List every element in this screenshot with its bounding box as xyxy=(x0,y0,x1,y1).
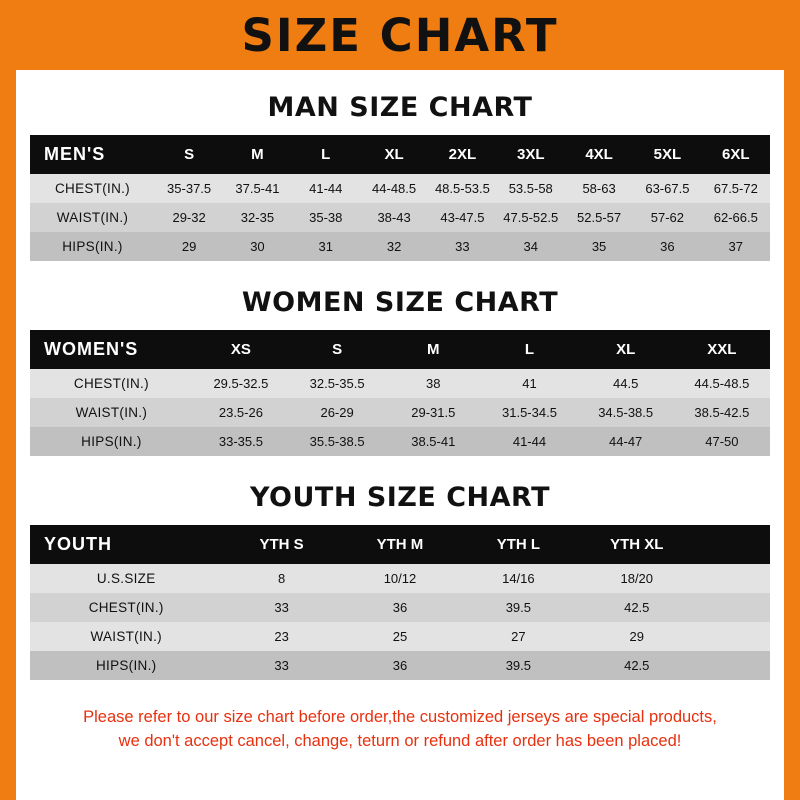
cell-spacer xyxy=(696,651,770,680)
footer-note xyxy=(30,706,770,754)
youth-chest-label: CHEST(IN.) xyxy=(88,600,164,615)
men-header-6xl: 6XL xyxy=(722,146,750,163)
table-row xyxy=(30,622,770,651)
men-header-s: S xyxy=(184,146,195,163)
men-size-table xyxy=(30,135,770,261)
cell: 48.5-53.5 xyxy=(434,181,490,196)
cell: 43-47.5 xyxy=(440,210,485,225)
table-header-row xyxy=(30,330,770,369)
cell: 33 xyxy=(274,600,289,615)
cell: 47-50 xyxy=(705,434,739,449)
table-row xyxy=(30,564,770,593)
table-row xyxy=(30,398,770,427)
women-header-xs: XS xyxy=(230,341,251,358)
cell: 41-44 xyxy=(512,434,547,449)
table-header-row xyxy=(30,525,770,564)
men-chest-label: CHEST(IN.) xyxy=(54,181,130,196)
cell: 29.5-32.5 xyxy=(213,376,269,391)
cell: 32-35 xyxy=(240,210,275,225)
cell: 32.5-35.5 xyxy=(309,376,365,391)
cell-spacer xyxy=(696,622,770,651)
women-waist-label: WAIST(IN.) xyxy=(75,405,148,420)
women-header-label: WOMEN'S xyxy=(44,339,139,359)
cell: 35 xyxy=(591,239,607,254)
cell: 29-32 xyxy=(172,210,206,225)
women-header-s: S xyxy=(332,341,343,358)
cell-spacer xyxy=(696,593,770,622)
cell: 41-44 xyxy=(309,181,343,196)
cell: 41 xyxy=(522,376,537,391)
women-size-table xyxy=(30,330,770,456)
youth-section-title: YOUTH SIZE CHART xyxy=(249,482,551,513)
cell: 38.5-42.5 xyxy=(694,405,750,420)
table-row xyxy=(30,593,770,622)
cell: 23 xyxy=(274,629,289,644)
cell: 38 xyxy=(426,376,441,391)
cell: 33 xyxy=(274,658,289,673)
content xyxy=(16,92,784,754)
table-row xyxy=(30,427,770,456)
cell: 44-48.5 xyxy=(372,181,417,196)
cell: 57-62 xyxy=(650,210,685,225)
men-header-4xl: 4XL xyxy=(585,146,613,163)
cell: 18/20 xyxy=(620,571,654,586)
cell: 8 xyxy=(277,571,286,586)
cell: 44.5 xyxy=(613,376,639,391)
men-waist-label: WAIST(IN.) xyxy=(56,210,129,225)
youth-ussize-label: U.S.SIZE xyxy=(96,571,156,586)
men-header-5xl: 5XL xyxy=(653,146,682,163)
cell: 63-67.5 xyxy=(645,181,690,196)
cell: 52.5-57 xyxy=(577,210,622,225)
women-header-l: L xyxy=(524,341,535,358)
youth-header-s: YTH S xyxy=(259,536,304,553)
cell: 29-31.5 xyxy=(411,405,456,420)
cell: 47.5-52.5 xyxy=(503,210,559,225)
cell: 10/12 xyxy=(383,571,417,586)
cell: 37 xyxy=(728,239,744,254)
youth-header-xl: YTH XL xyxy=(610,536,664,553)
cell: 39.5 xyxy=(505,658,532,673)
cell: 38.5-41 xyxy=(411,434,456,449)
women-hips-label: HIPS(IN.) xyxy=(81,434,142,449)
youth-header-m: YTH M xyxy=(376,536,424,553)
women-header-m: M xyxy=(427,341,440,358)
cell: 42.5 xyxy=(624,658,650,673)
youth-waist-label: WAIST(IN.) xyxy=(90,629,162,644)
cell: 25 xyxy=(392,629,408,644)
men-header-label: MEN'S xyxy=(44,144,106,164)
men-section-title: MAN SIZE CHART xyxy=(267,92,533,123)
table-header-row xyxy=(30,135,770,174)
cell: 35.5-38.5 xyxy=(309,434,365,449)
women-header-xxl: XXL xyxy=(707,341,737,358)
youth-header-l: YTH L xyxy=(496,536,541,553)
cell: 33 xyxy=(455,239,470,254)
cell: 38-43 xyxy=(377,210,411,225)
cell: 42.5 xyxy=(624,600,650,615)
cell: 14/16 xyxy=(502,571,535,586)
cell: 32 xyxy=(386,239,402,254)
cell: 35-37.5 xyxy=(167,181,212,196)
women-header-xl: XL xyxy=(616,341,636,358)
cell: 31.5-34.5 xyxy=(502,405,557,420)
men-header-l: L xyxy=(321,146,331,163)
cell: 23.5-26 xyxy=(218,405,263,420)
youth-size-table xyxy=(30,525,770,680)
table-row xyxy=(30,174,770,203)
footer-note-line2: we don't accept cancel, change, teturn or refund after order has been placed! xyxy=(118,731,682,750)
cell: 27 xyxy=(511,629,526,644)
cell: 35-38 xyxy=(309,210,343,225)
men-header-2xl: 2XL xyxy=(448,146,477,163)
men-header-m: M xyxy=(251,146,264,163)
cell: 36 xyxy=(392,600,408,615)
footer-note-line1: Please refer to our size chart before order,the customized jerseys are special products, xyxy=(83,708,717,726)
youth-header-label: YOUTH xyxy=(44,534,112,554)
cell: 33-35.5 xyxy=(218,434,263,449)
cell: 58-63 xyxy=(582,181,616,196)
page-title: SIZE CHART xyxy=(241,8,559,62)
cell: 31 xyxy=(318,239,333,254)
table-row xyxy=(30,369,770,398)
cell: 36 xyxy=(392,658,408,673)
banner xyxy=(16,0,784,70)
table-row xyxy=(30,203,770,232)
cell: 53.5-58 xyxy=(508,181,553,196)
cell: 26-29 xyxy=(320,405,354,420)
cell: 44-47 xyxy=(609,434,643,449)
men-header-xl: XL xyxy=(384,146,404,163)
table-row xyxy=(30,651,770,680)
cell: 29 xyxy=(181,239,197,254)
cell: 37.5-41 xyxy=(235,181,280,196)
women-chest-label: CHEST(IN.) xyxy=(73,376,149,391)
cell: 44.5-48.5 xyxy=(694,376,750,391)
cell: 36 xyxy=(660,239,675,254)
cell: 39.5 xyxy=(505,600,532,615)
cell: 29 xyxy=(629,629,644,644)
men-hips-label: HIPS(IN.) xyxy=(62,239,123,254)
cell: 62-66.5 xyxy=(713,210,758,225)
cell-spacer xyxy=(696,564,770,593)
youth-header-spacer xyxy=(696,525,770,564)
cell: 34 xyxy=(523,239,538,254)
table-row xyxy=(30,232,770,261)
women-section-title: WOMEN SIZE CHART xyxy=(241,287,559,318)
cell: 67.5-72 xyxy=(713,181,758,196)
cell: 30 xyxy=(250,239,265,254)
men-header-3xl: 3XL xyxy=(516,146,545,163)
youth-hips-label: HIPS(IN.) xyxy=(95,658,157,673)
cell: 34.5-38.5 xyxy=(598,405,654,420)
